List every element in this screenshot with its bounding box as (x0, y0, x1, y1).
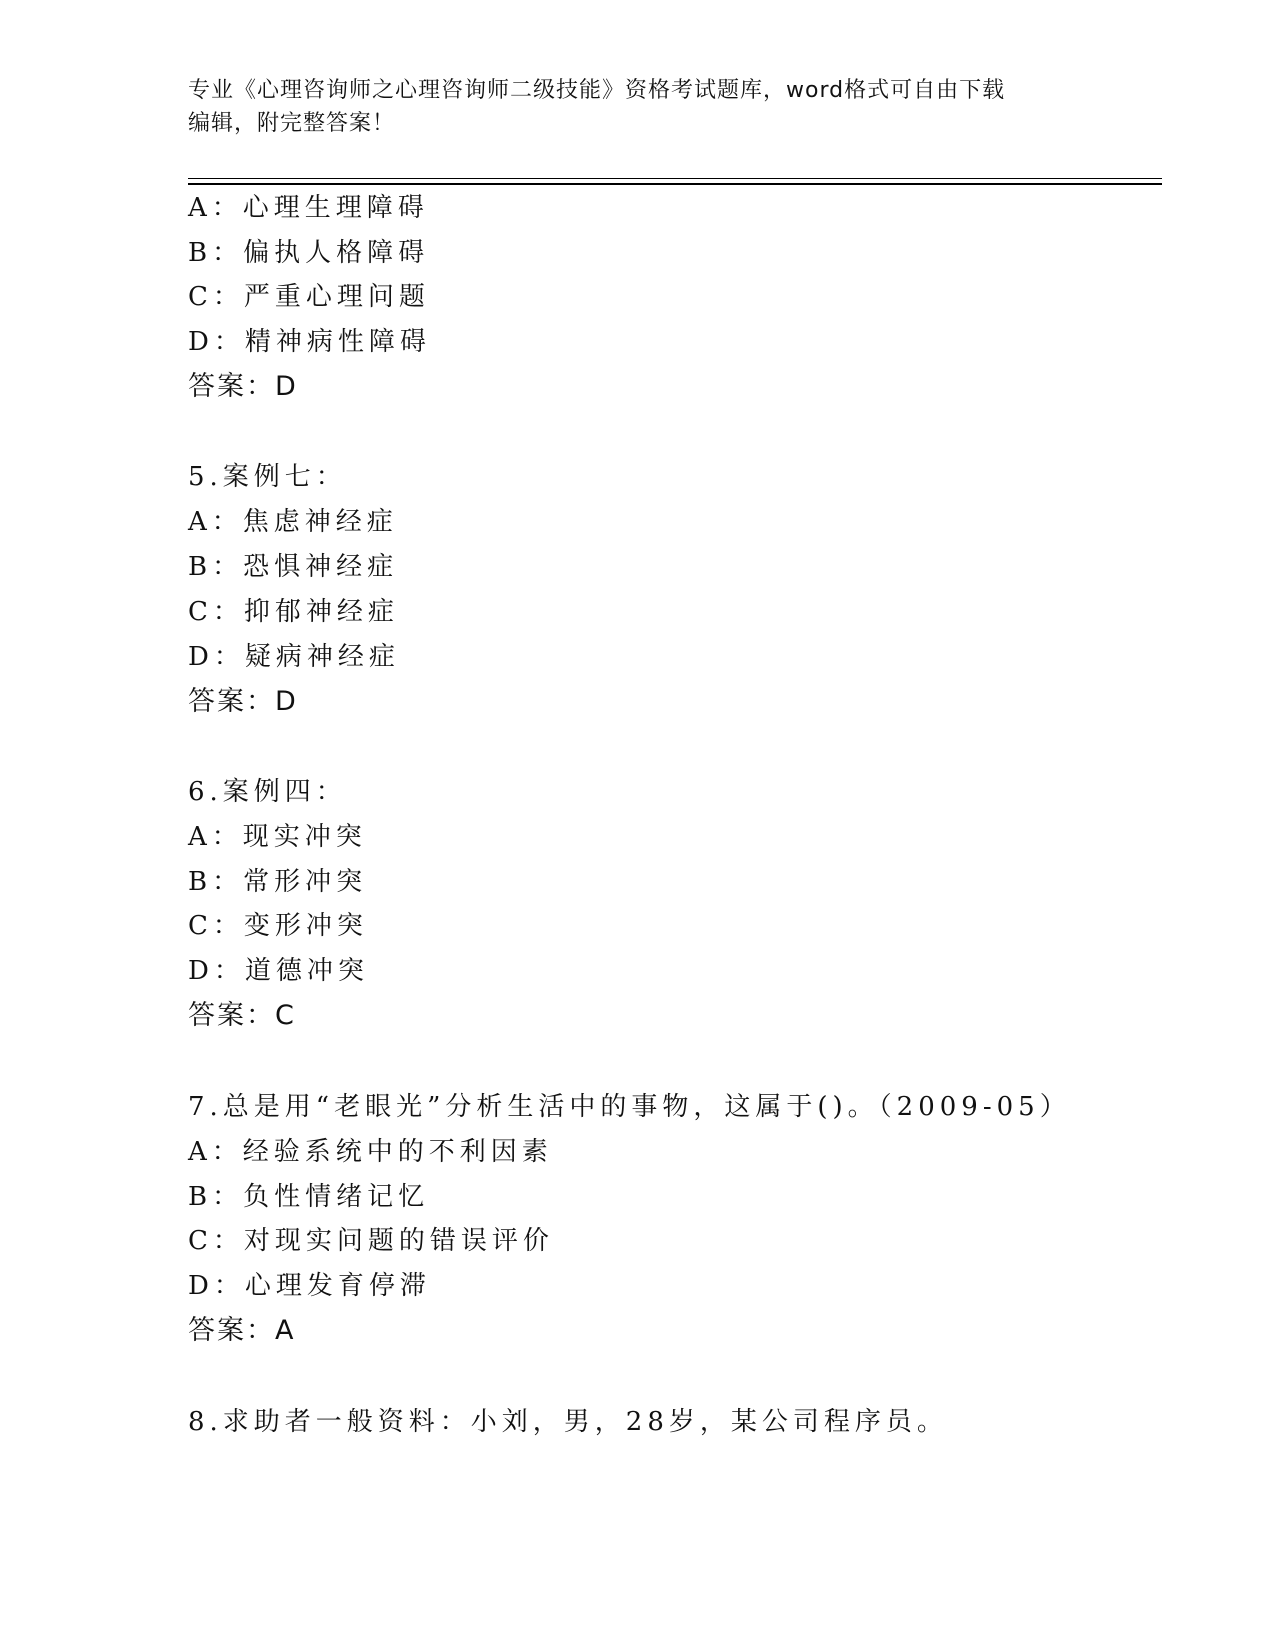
q6-option-a: A：现实冲突 (188, 822, 367, 852)
q8-title: 8.求助者一般资料：小刘，男，28岁，某公司程序员。 (188, 1407, 948, 1437)
q5-answer: 答案：D (188, 686, 298, 717)
header-divider-thin (188, 178, 1162, 179)
q4-option-d: D：精神病性障碍 (188, 327, 431, 357)
document-header (188, 74, 1088, 140)
q7-option-c: C：对现实问题的错误评价 (188, 1226, 554, 1256)
q7-option-b: B：负性情绪记忆 (188, 1182, 430, 1212)
q7-option-d: D：心理发育停滞 (188, 1271, 431, 1301)
header-line-2: 编辑，附完整答案！ (188, 111, 396, 136)
q4-option-c: C：严重心理问题 (188, 282, 430, 312)
q6-option-b: B：常形冲突 (188, 867, 368, 897)
q5-option-b: B：恐惧神经症 (188, 552, 399, 582)
header-divider-thick (188, 183, 1162, 185)
q4-option-a: A：心理生理障碍 (188, 193, 429, 223)
q6-option-d: D：道德冲突 (188, 956, 369, 986)
q7-title: 7.总是用“老眼光”分析生活中的事物，这属于()。（2009-05） (188, 1092, 1071, 1122)
q5-option-c: C：抑郁神经症 (188, 597, 399, 627)
q6-answer: 答案：C (188, 1000, 296, 1031)
q5-option-d: D：疑病神经症 (188, 642, 400, 672)
q6-option-c: C：变形冲突 (188, 911, 368, 941)
q4-answer: 答案：D (188, 371, 298, 402)
q4-option-b: B：偏执人格障碍 (188, 238, 430, 268)
header-line-1: 专业《心理咨询师之心理咨询师二级技能》资格考试题库，word格式可自由下载 (188, 78, 1006, 103)
q5-option-a: A：焦虑神经症 (188, 507, 398, 537)
q7-option-a: A：经验系统中的不利因素 (188, 1137, 553, 1167)
q7-answer: 答案：A (188, 1315, 296, 1346)
q6-title: 6.案例四： (188, 777, 347, 807)
q5-title: 5.案例七： (188, 462, 347, 492)
